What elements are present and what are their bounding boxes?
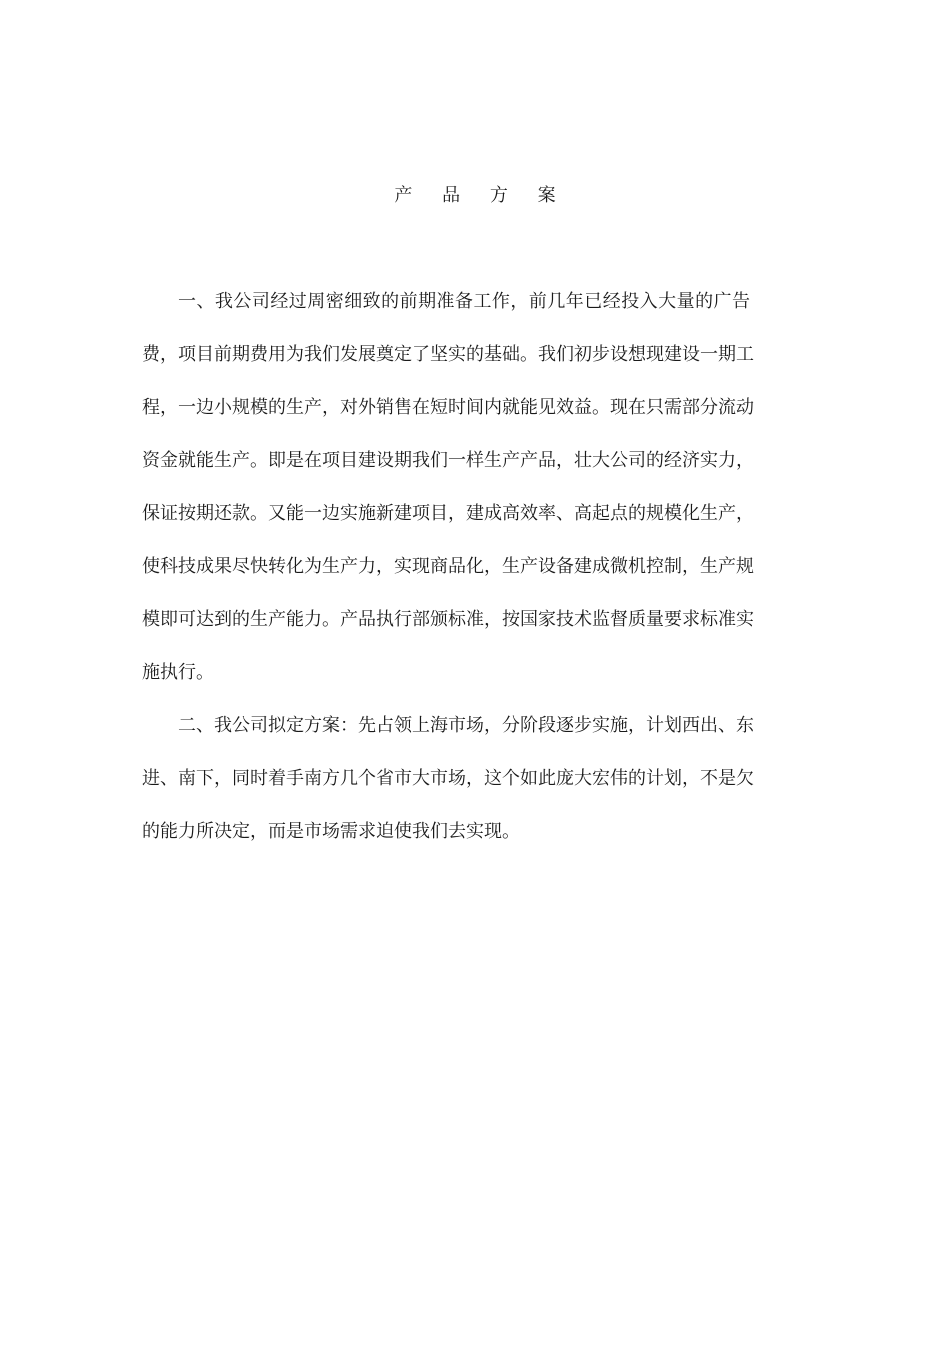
paragraph-line: 使科技成果尽快转化为生产力，实现商品化，生产设备建成微机控制，生产规: [142, 556, 754, 577]
paragraph-line: 保证按期还款。又能一边实施新建项目，建成高效率、高起点的规模化生产，: [142, 503, 754, 524]
paragraph-line: 二、我公司拟定方案：先占领上海市场，分阶段逐步实施，计划西出、东: [178, 715, 754, 736]
paragraph-line: 施执行。: [142, 662, 214, 683]
paragraph-line: 一、我公司经过周密细致的前期准备工作，前几年已经投入大量的广告: [178, 291, 750, 312]
paragraph-line: 模即可达到的生产能力。产品执行部颁标准，按国家技术监督质量要求标准实: [142, 609, 754, 630]
paragraph-line: 进、南下，同时着手南方几个省市大市场，这个如此庞大宏伟的计划，不是欠: [142, 768, 754, 789]
paragraph-line: 程，一边小规模的生产，对外销售在短时间内就能见效益。现在只需部分流动: [142, 397, 754, 418]
paragraph-line: 的能力所决定，而是市场需求迫使我们去实现。: [142, 821, 520, 842]
paragraph-line: 费，项目前期费用为我们发展奠定了坚实的基础。我们初步设想现建设一期工: [142, 344, 754, 365]
document-title: 产 品 方 案: [394, 185, 568, 206]
paragraph-line: 资金就能生产。即是在项目建设期我们一样生产产品，壮大公司的经济实力，: [142, 450, 754, 471]
